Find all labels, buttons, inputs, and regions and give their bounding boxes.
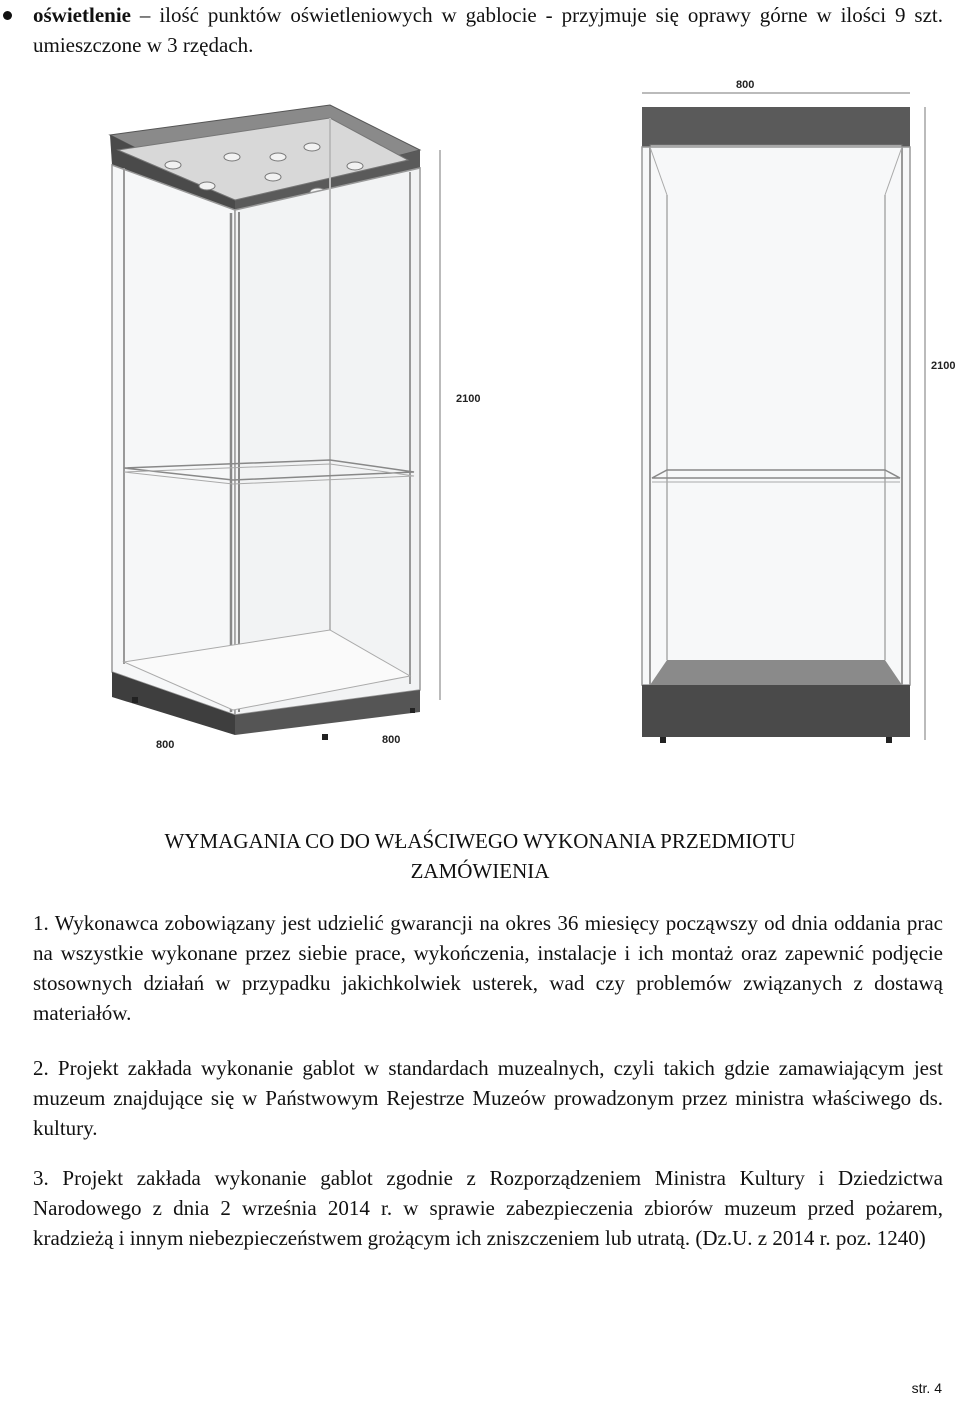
dimension-height-label: 2100 — [456, 393, 481, 405]
dimension-top-width-label: 800 — [736, 79, 755, 91]
dimension-depth-label: 800 — [382, 734, 401, 746]
paragraph-3: 3. Projekt zakłada wykonanie gablot zgodnie z Rozporządzeniem Ministra Kultury i Dziedzictwa Narodowego z dnia 2 września 2014 r. w sprawie zabezpieczenia zbiorów muzeum przed pożarem, kradzieżą i innym niebezpieczeństwem grożącym ich zniszczeniem lub utratą. (Dz.U. z 2014 r. poz. 1240) — [33, 1166, 943, 1250]
paragraph-1: 1. Wykonawca zobowiązany jest udzielić gwarancji na okres 36 miesięcy począwszy od dnia oddania prac na wszystkie wykonane przez siebie prace, wykończenia, instalacje i ich montaż oraz zapewnić podjęcie stosownych działań w przypadku jakichkolwiek usterek, wad czy problemów związanych z dostawą materiałów. — [33, 911, 943, 1025]
dimension-width-label: 800 — [156, 739, 175, 751]
bullet-text — [33, 0, 943, 60]
dimension-right-height-label: 2100 — [931, 360, 956, 372]
display-case-perspective — [110, 105, 480, 751]
heading-line-2: ZAMÓWIENIA — [410, 859, 550, 883]
heading-line-1: WYMAGANIA CO DO WŁAŚCIWEGO WYKONANIA PRZEDMIOTU — [164, 829, 796, 853]
bullet-description: ilość punktów oświetleniowych w gablocie - przyjmuje się oprawy górne w ilości 9 szt. umieszczone w 3 rzędach. — [33, 3, 943, 57]
bullet-term: oświetlenie — [33, 3, 131, 27]
section-heading — [0, 826, 960, 886]
display-case-drawings — [0, 60, 960, 760]
bullet-icon — [3, 11, 12, 20]
page-number: str. 4 — [911, 1380, 942, 1396]
display-case-front-view — [642, 79, 955, 743]
bullet-dash: – — [139, 3, 151, 27]
paragraph-2: 2. Projekt zakłada wykonanie gablot w standardach muzealnych, czyli takich gdzie zamawiającym jest muzeum znajdujące się w Państwowym Rejestrze Muzeów prowadzonym przez ministra właściwego ds. kultury. — [33, 1056, 943, 1140]
